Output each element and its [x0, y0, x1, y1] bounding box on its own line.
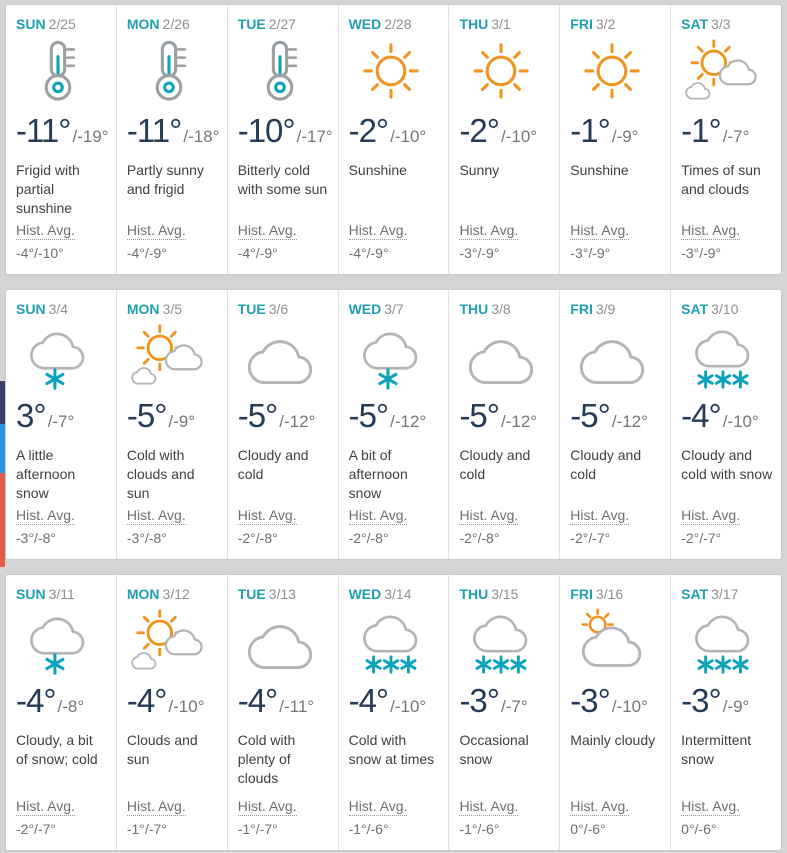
hist-avg [459, 507, 551, 546]
hist-avg-label[interactable]: Hist. Avg. [348, 222, 408, 238]
low-temp: /-9° [168, 412, 196, 431]
day-name: SUN [16, 301, 46, 317]
temperature [681, 112, 773, 152]
hist-avg-value: -4°/-9° [126, 245, 167, 261]
weather-phrase: A bit of afternoon snow [348, 447, 408, 501]
accent-strip [0, 381, 5, 567]
weather-phrase: Cloudy and cold [237, 447, 309, 482]
hist-avg-label[interactable]: Hist. Avg. [126, 222, 186, 238]
cloud-snow-icon [678, 322, 768, 396]
day-name: TUE [237, 301, 266, 317]
day-card[interactable] [559, 290, 670, 559]
hist-avg-label[interactable]: Hist. Avg. [237, 222, 297, 238]
weather-phrase: Cloudy, a bit of snow; cold [16, 732, 98, 767]
day-name: FRI [570, 586, 593, 602]
hist-avg-value: -1°/-6° [459, 821, 500, 837]
hist-avg-value: -2°/-7° [681, 530, 722, 546]
sunny-icon [346, 37, 436, 111]
low-temp: /-12° [611, 412, 648, 431]
weather-phrase: Cold with snow at times [348, 732, 435, 767]
day-name: SAT [681, 16, 709, 32]
hist-avg-value: 0°/-6° [681, 821, 717, 837]
day-name: MON [126, 301, 160, 317]
day-card[interactable] [6, 290, 116, 559]
day-header [127, 15, 219, 33]
day-card[interactable] [448, 5, 559, 274]
temperature [349, 112, 441, 152]
high-temp: -4° [126, 682, 167, 719]
hist-avg-label[interactable]: Hist. Avg. [16, 798, 75, 814]
day-date: 2/25 [48, 16, 76, 32]
high-temp: -11° [16, 112, 71, 149]
high-temp: -2° [459, 112, 499, 149]
day-date: 3/12 [162, 586, 190, 602]
hist-avg [238, 798, 330, 837]
day-header [681, 585, 773, 603]
sunny-icon [456, 37, 546, 111]
day-name: SUN [16, 16, 46, 32]
high-temp: -10° [237, 112, 295, 149]
hist-avg [349, 222, 441, 261]
day-name: MON [126, 16, 160, 32]
hist-avg-value: -1°/-7° [237, 821, 278, 837]
weather-phrase: Clouds and sun [126, 732, 198, 767]
weather-phrase: Bitterly cold with some sun [237, 162, 328, 197]
hist-avg-label[interactable]: Hist. Avg. [126, 507, 186, 523]
low-temp: /-10° [390, 127, 427, 146]
day-date: 2/28 [384, 16, 412, 32]
hist-avg-label[interactable]: Hist. Avg. [570, 798, 630, 814]
low-temp: /-8° [57, 697, 85, 716]
hist-avg-value: -2°/-8° [237, 530, 278, 546]
day-card[interactable] [227, 575, 338, 850]
weather-phrase: A little afternoon snow [16, 447, 76, 501]
weather-phrase: Sunny [459, 162, 500, 178]
cloud-light-snow-icon [13, 607, 103, 681]
temperature [570, 112, 662, 152]
high-temp: -4° [681, 397, 721, 434]
hist-avg-label[interactable]: Hist. Avg. [681, 222, 741, 238]
day-header [238, 300, 330, 318]
weather-phrase: Cloudy and cold [570, 447, 642, 482]
high-temp: -1° [570, 112, 610, 149]
day-header [570, 585, 662, 603]
hist-avg [16, 507, 108, 546]
day-header [570, 300, 662, 318]
hist-avg [238, 507, 330, 546]
cloudy-icon [567, 322, 657, 396]
low-temp: /-7° [47, 412, 75, 431]
day-name: WED [348, 301, 382, 317]
temperature [238, 682, 330, 722]
day-header [127, 585, 219, 603]
day-header [238, 585, 330, 603]
day-card[interactable] [670, 5, 781, 274]
hist-avg [570, 507, 662, 546]
low-temp: /-10° [722, 412, 759, 431]
day-name: WED [348, 586, 382, 602]
day-card[interactable] [116, 575, 227, 850]
temperature [127, 397, 219, 437]
day-card[interactable] [6, 5, 116, 274]
day-header [16, 585, 108, 603]
thermometer-cold-icon [13, 37, 103, 111]
day-name: SUN [16, 586, 46, 602]
day-header [16, 15, 108, 33]
high-temp: -5° [237, 397, 278, 434]
day-name: TUE [237, 16, 266, 32]
temperature [570, 682, 662, 722]
weather-phrase: Cold with clouds and sun [126, 447, 195, 501]
hist-avg-label[interactable]: Hist. Avg. [459, 798, 519, 814]
hist-avg-value: -3°/-9° [570, 245, 611, 261]
low-temp: /-10° [168, 697, 205, 716]
sun-and-clouds-icon [124, 607, 214, 681]
high-temp: -5° [348, 397, 389, 434]
weather-phrase: Sunshine [348, 162, 407, 178]
day-name: SAT [681, 301, 709, 317]
day-date: 3/2 [595, 16, 616, 32]
day-name: FRI [570, 16, 593, 32]
cloud-snow-icon [346, 607, 436, 681]
weather-phrase: Times of sun and clouds [681, 162, 761, 197]
hist-avg-label[interactable]: Hist. Avg. [16, 507, 75, 523]
low-temp: /-17° [296, 127, 333, 146]
temperature [127, 682, 219, 722]
low-temp: /-12° [500, 412, 538, 431]
hist-avg [570, 798, 662, 837]
day-date: 3/6 [268, 301, 289, 317]
thermometer-cold-icon [124, 37, 214, 111]
hist-avg-value: -2°/-7° [16, 821, 56, 837]
day-date: 3/11 [48, 586, 75, 602]
temperature [237, 112, 333, 152]
day-card[interactable] [670, 575, 781, 850]
hist-avg-value: -2°/-7° [570, 530, 611, 546]
day-name: THU [459, 301, 489, 317]
day-header [459, 15, 551, 33]
temperature [238, 397, 330, 437]
hist-avg [459, 798, 551, 837]
cloudy-icon [235, 607, 325, 681]
hist-avg [349, 798, 441, 837]
weather-phrase: Partly sunny and frigid [126, 162, 204, 197]
day-name: THU [459, 586, 489, 602]
hist-avg-value: -4°/-9° [348, 245, 389, 261]
day-card[interactable] [338, 575, 449, 850]
day-header [681, 300, 773, 318]
day-card[interactable] [448, 575, 559, 850]
hist-avg [127, 507, 219, 546]
temperature [681, 397, 773, 437]
low-temp: /-11° [279, 697, 315, 716]
day-date: 3/16 [595, 586, 624, 602]
temperature [127, 112, 219, 152]
day-card[interactable] [116, 290, 227, 559]
cloudy-icon [235, 322, 325, 396]
day-date: 2/27 [268, 16, 296, 32]
hist-avg-value: -4°/-9° [237, 245, 278, 261]
day-header [459, 585, 551, 603]
day-header [681, 15, 773, 33]
hist-avg-label[interactable]: Hist. Avg. [126, 798, 186, 814]
temperature [16, 682, 108, 722]
hist-avg-label[interactable]: Hist. Avg. [348, 798, 408, 814]
temperature [349, 682, 441, 722]
high-temp: -5° [126, 397, 167, 434]
cloud-snow-icon [456, 607, 546, 681]
day-date: 3/1 [491, 16, 511, 32]
temperature [681, 682, 773, 722]
day-header [459, 300, 551, 318]
low-temp: /-18° [183, 127, 220, 146]
day-card[interactable] [227, 5, 338, 274]
weather-phrase: Mainly cloudy [570, 732, 656, 748]
hist-avg-label[interactable]: Hist. Avg. [570, 507, 630, 523]
high-temp: -4° [348, 682, 389, 719]
hist-avg [127, 798, 219, 837]
day-header [349, 585, 441, 603]
high-temp: 3° [16, 397, 46, 434]
low-temp: /-9° [722, 697, 750, 716]
day-date: 3/10 [711, 301, 739, 317]
temperature [349, 397, 441, 437]
weather-phrase: Intermittent snow [681, 732, 752, 767]
day-card[interactable] [6, 575, 116, 850]
low-temp: /-9° [611, 127, 639, 146]
accent-segment-blue [0, 424, 5, 473]
day-date: 3/5 [162, 301, 182, 317]
low-temp: /-7° [722, 127, 750, 146]
day-name: SAT [681, 586, 709, 602]
hist-avg [681, 798, 773, 837]
sunny-icon [567, 37, 657, 111]
temperature [459, 112, 551, 152]
weather-phrase: Sunshine [570, 162, 629, 178]
week-panel-1 [5, 4, 782, 275]
hist-avg [459, 222, 551, 261]
day-card[interactable] [338, 290, 449, 559]
day-date: 3/15 [491, 586, 519, 602]
hist-avg-value: -1°/-6° [348, 821, 389, 837]
day-date: 3/8 [491, 301, 511, 317]
hist-avg-value: -4°/-10° [16, 245, 64, 261]
hist-avg-value: -3°/-8° [16, 530, 56, 546]
cloud-snow-icon [678, 607, 768, 681]
day-card[interactable] [227, 290, 338, 559]
hist-avg [570, 222, 662, 261]
high-temp: -3° [570, 682, 610, 719]
day-date: 3/9 [595, 301, 616, 317]
day-card[interactable] [670, 290, 781, 559]
day-name: TUE [237, 586, 266, 602]
day-header [349, 300, 441, 318]
day-header [238, 15, 330, 33]
day-card[interactable] [116, 5, 227, 274]
hist-avg [681, 222, 773, 261]
cloudy-icon [456, 322, 546, 396]
hist-avg-value: -3°/-9° [459, 245, 500, 261]
mostly-cloudy-icon [567, 607, 657, 681]
hist-avg-value: -2°/-8° [348, 530, 389, 546]
day-card[interactable] [338, 5, 449, 274]
high-temp: -3° [459, 682, 499, 719]
day-date: 3/13 [268, 586, 296, 602]
hist-avg-label[interactable]: Hist. Avg. [459, 222, 519, 238]
weather-phrase: Cloudy and cold with snow [681, 447, 773, 482]
day-card[interactable] [559, 5, 670, 274]
temperature [16, 397, 108, 437]
weather-phrase: Occasional snow [459, 732, 529, 767]
hist-avg-value: 0°/-6° [570, 821, 606, 837]
hist-avg-label[interactable]: Hist. Avg. [16, 222, 75, 238]
cloud-light-snow-icon [13, 322, 103, 396]
cloud-light-snow-icon [346, 322, 436, 396]
high-temp: -3° [681, 682, 721, 719]
day-header [349, 15, 441, 33]
accent-segment-navy [0, 381, 5, 424]
weather-phrase: Frigid with partial sunshine [16, 162, 80, 216]
day-name: WED [348, 16, 382, 32]
hist-avg [16, 798, 108, 837]
day-date: 3/7 [384, 301, 404, 317]
high-temp: -11° [126, 112, 182, 149]
hist-avg-value: -2°/-8° [459, 530, 500, 546]
hist-avg [681, 507, 773, 546]
hist-avg-value: -1°/-7° [126, 821, 167, 837]
low-temp: /-10° [611, 697, 648, 716]
day-name: FRI [570, 301, 593, 317]
day-card[interactable] [559, 575, 670, 850]
low-temp: /-12° [390, 412, 427, 431]
hist-avg-label[interactable]: Hist. Avg. [459, 507, 519, 523]
accent-segment-red [0, 473, 5, 567]
high-temp: -1° [681, 112, 721, 149]
high-temp: -2° [348, 112, 389, 149]
high-temp: -5° [459, 397, 499, 434]
day-date: 3/3 [711, 16, 731, 32]
hist-avg [127, 222, 219, 261]
weather-phrase: Cold with plenty of clouds [237, 732, 296, 786]
day-header [16, 300, 108, 318]
hist-avg-label[interactable]: Hist. Avg. [237, 507, 297, 523]
hist-avg [349, 507, 441, 546]
temperature [570, 397, 662, 437]
hist-avg-value: -3°/-8° [126, 530, 167, 546]
high-temp: -5° [570, 397, 610, 434]
hist-avg-label[interactable]: Hist. Avg. [681, 798, 741, 814]
low-temp: /-19° [72, 127, 109, 146]
day-name: THU [459, 16, 489, 32]
week-panel-2 [5, 289, 782, 560]
low-temp: /-7° [500, 697, 528, 716]
hist-avg [238, 222, 330, 261]
hist-avg-label[interactable]: Hist. Avg. [570, 222, 630, 238]
low-temp: /-10° [500, 127, 538, 146]
hist-avg-value: -3°/-9° [681, 245, 722, 261]
temperature [459, 682, 551, 722]
hist-avg-label[interactable]: Hist. Avg. [681, 507, 741, 523]
hist-avg [16, 222, 108, 261]
day-date: 3/14 [384, 586, 412, 602]
hist-avg-label[interactable]: Hist. Avg. [237, 798, 297, 814]
thermometer-cold-icon [235, 37, 325, 111]
high-temp: -4° [16, 682, 56, 719]
day-date: 3/17 [711, 586, 739, 602]
temperature [16, 112, 108, 152]
day-header [127, 300, 219, 318]
week-panel-3 [5, 574, 782, 851]
hist-avg-label[interactable]: Hist. Avg. [348, 507, 408, 523]
low-temp: /-10° [390, 697, 427, 716]
high-temp: -4° [237, 682, 278, 719]
weather-phrase: Cloudy and cold [459, 447, 531, 482]
day-date: 3/4 [48, 301, 69, 317]
day-header [570, 15, 662, 33]
low-temp: /-12° [279, 412, 316, 431]
day-name: MON [126, 586, 160, 602]
temperature [459, 397, 551, 437]
sun-and-clouds-icon [678, 37, 768, 111]
day-date: 2/26 [162, 16, 190, 32]
sun-and-clouds-icon [124, 322, 214, 396]
day-card[interactable] [448, 290, 559, 559]
